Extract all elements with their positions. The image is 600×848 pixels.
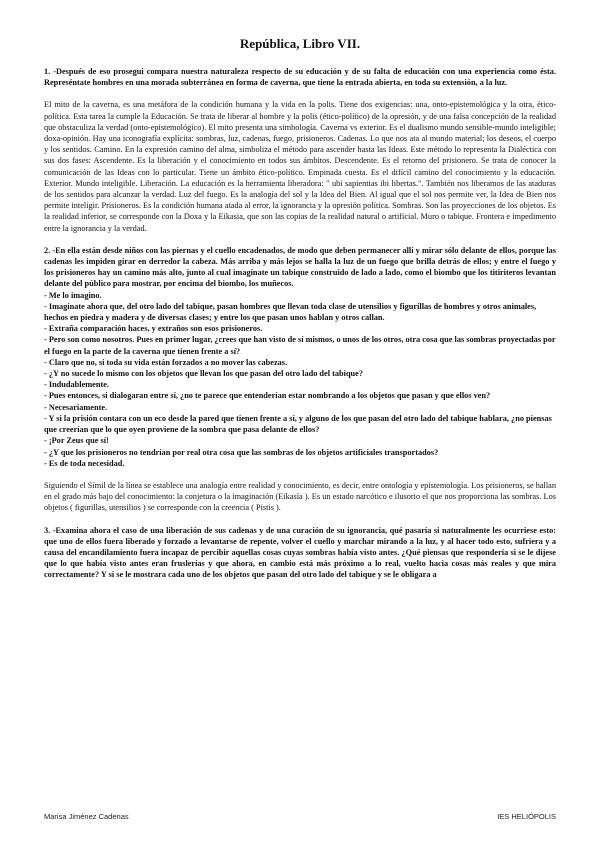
- dialogue-line: - Pero son como nosotros. Pues en primer lugar, ¿crees que han visto de sí mismos, o unos de los otros, otra cosa que las sombras proyectadas por el fuego en la parte de la caverna que tienen frente a sí?: [44, 335, 556, 356]
- page-title: República, Libro VII.: [239, 36, 361, 51]
- commentary-2: Siguiendo el Símil de la línea se establece una analogía entre realidad y conocimiento, es decir, entre ontología y epistemología. Los prisioneros, se hallan en el grado más bajo del conocimiento: la conjetura o la imaginación (Eikasía ). Es un estado narcótico e ilusorio el que nos proporciona las sombras. Los objetos ( figurillas, utensilios ) se corresponde con la creencia ( Pistis ).: [44, 480, 556, 513]
- question-1: 1. -Después de eso prosegui compara nuestra naturaleza respecto de su educación y de su falta de educación con una experiencia como ésta. Represéntate hombres en una morada subterránea en forma de caverna, que tiene la entrada abierta, en toda su extensión, a la luz.: [44, 67, 556, 88]
- dialogue-line: - Indudablemente.: [44, 380, 110, 390]
- dialogue-line: - Me lo imagino.: [44, 290, 102, 300]
- dialogue-line: - ¿Y no sucede lo mismo con los objetos que llevan los que pasan del otro lado del tabique?: [44, 369, 364, 379]
- dialogue-line: - Y si la prisión contara con un eco desde la pared que tienen frente a sí, y alguno de los que pasan del otro lado del tabique hablara, ¿no piensas que creerían que lo que oyen proviene de la sombra que pasa delante de ellos?: [44, 413, 552, 435]
- footer-school: IES HELIÓPOLIS: [497, 812, 556, 821]
- dialogue-line: - Extraña comparación haces, y extraños son esos prisioneros.: [44, 324, 263, 334]
- dialogue-line: - Pues entonces, si dialogaran entre sí, ¿no te parece que entenderían estar nombrando a los objetos que pasan y que ellos ven?: [44, 391, 491, 401]
- footer-author: Marisa Jiménez Cadenas: [44, 812, 129, 821]
- page-footer: [44, 812, 556, 821]
- dialogue-line: - Imagínate ahora que, del otro lado del tabique, pasan hombres que llevan toda clase de utensilios y figurillas de hombres y otros animales, hechos en piedra y madera y de diversas clases; y entre los que pasan unos hablan y otros callan.: [44, 301, 537, 323]
- dialogue: [44, 290, 556, 469]
- dialogue-line: - Es de toda necesidad.: [44, 458, 125, 468]
- question-3: 3. -Examina ahora el caso de una liberación de sus cadenas y de una curación de su ignorancia, qué pasaría si naturalmente les ocurriese esto: que uno de ellos fuera liberado y forzado a levantarse de repente, volver el cuello y marchar mirando a la luz, y al hacer todo esto, sufriera y a causa del encandilamiento fuera incapaz de percibir aquellas cosas cuyas sombras había visto antes. ¿Qué piensas que respondería si se le dijese que lo que había visto antes eran fruslerías y que ahora, en cambio está más próximo a lo real, vuelto hacia cosas más reales y que mira correctamente? Y si se le mostrara cada uno de los objetos que pasan del otro lado del tabique y se le obligara a: [44, 525, 556, 580]
- dialogue-line: - ¿Y que los prisioneros no tendrían por real otra cosa que las sombras de los objetos artificiales transportados?: [44, 447, 439, 457]
- dialogue-line: - ¡Por Zeus que sí!: [44, 436, 109, 446]
- dialogue-line: - Necesariamente.: [44, 402, 108, 412]
- question-2: 2. -En ella están desde niños con las piernas y el cuello encadenados, de modo que deben permanecer allí y mirar sólo delante de ellos, porque las cadenas les impiden girar en derredor la cabeza. Más arriba y más lejos se halla la luz de un fuego que brilla detrás de ellos; y entre el fuego y los prisioneros hay un camino más alto, junto al cual imagínate un tabique construido de lado a lado, como el biombo que los titiriteros levantan delante del público para mostrar, por encima del biombo, los muñecos.: [44, 245, 556, 289]
- document-page: [44, 36, 556, 592]
- commentary-1: El mito de la caverna, es una metáfora de la condición humana y la vida en la polis. Tiene dos exigencias: una, onto-epistemológica y la otra, ético-política. Esta tarea la cumple la Educación. Se trata de liberar al hombre y la polis (ético-político) de la opresión, y de una falsa concepción de la realidad que obstaculiza la verdad (onto-epistemológico). El mito presenta una simbología. Caverna vs exterior. Es el dualismo mundo sensible-mundo inteligible; doxa-opinión. Hay una iconografía explícita: sombras, luz, cadenas, fuego, prisioneros. Cadenas. Lo que nos ata al mundo material; los deseos, el cuerpo y los sentidos. Camino. En la expresión camino del alma, simboliza el método para ascender hasta las Ideas. Este método lo representa la Dialéctica con sus dos fases: Ascendente. Es la liberación y el conocimiento en todos sus ámbitos. Descendente. Es el retorno del prisionero. Se trata de conocer la comunicación de las Ideas con lo particular. Tiene un ámbito ético-político. Empinada cuesta. Es el difícil camino del conocimiento y la educación. Exterior. Mundo inteligible. Liberación. La educación es la herramienta liberadora: " ubi sapientias ibi libertas.". También nos liberamos de las ataduras de los sentidos para alcanzar la verdad. Luz del fuego. Es la analogía del sol y la Idea del Bien. Al igual que el sol nos permite ver, la Idea de Bien nos permite inteligir. Prisioneros. Es la condición humana atada al error, la ignorancia y la opresión política. Sombras. Son las proyecciones de los objetos. Es la realidad inferior, se corresponde con la Doxa y la Eikasia, que son las copias de la realidad natural o artificial. Muro o tabique. Frontera e impedimento entre la ignorancia y la verdad.: [44, 100, 556, 233]
- dialogue-line: - Claro que no, si toda su vida están forzados a no mover las cabezas.: [44, 357, 288, 367]
